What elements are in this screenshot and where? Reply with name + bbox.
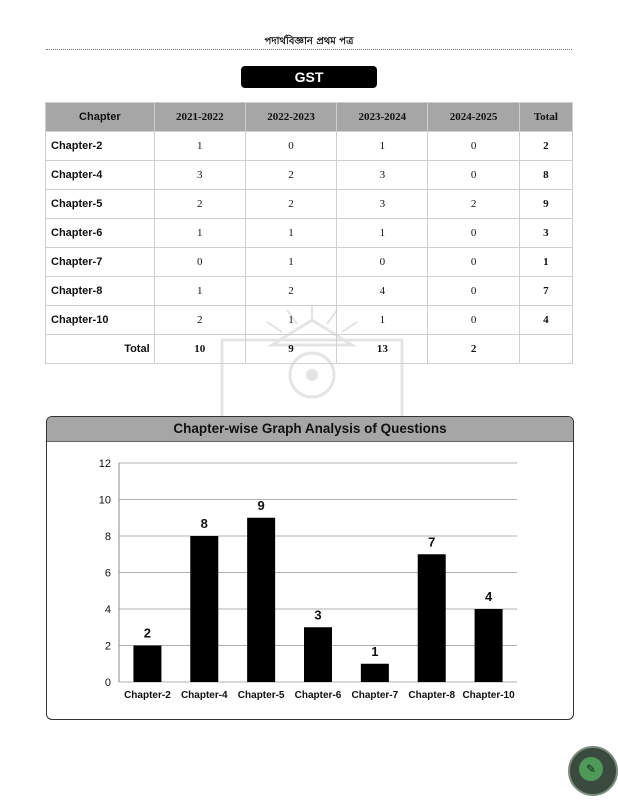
count-cell: 1 [337,306,428,335]
chapter-cell: Chapter-5 [46,190,155,219]
y-tick-label: 4 [104,604,111,616]
page-header-subject: পদার্থবিজ্ঞান প্রথম পত্র [264,36,354,47]
book-icon: ✎ [579,757,603,781]
column-header: 2023-2024 [337,103,428,132]
count-cell: 3 [337,190,428,219]
count-cell: 3 [154,161,245,190]
data-label: 1 [371,643,379,659]
chapter-cell: Chapter-4 [46,161,155,190]
count-cell: 0 [154,248,245,277]
chapter-cell: Chapter-7 [46,248,155,277]
count-cell: 0 [245,132,336,161]
count-cell: 2 [245,277,336,306]
table-row [46,190,573,219]
y-tick-label: 8 [104,531,111,543]
count-cell: 0 [428,248,519,277]
bar-chart [47,441,573,719]
table-row [46,277,573,306]
count-cell: 4 [519,306,572,335]
x-tick-label: Chapter-5 [237,690,285,701]
count-cell: 2 [245,161,336,190]
y-tick-label: 12 [98,458,111,470]
count-cell: 2 [245,190,336,219]
column-header: Total [519,103,572,132]
total-cell: 10 [154,335,245,364]
count-cell: 1 [337,132,428,161]
count-cell: 1 [337,219,428,248]
count-cell: 1 [245,248,336,277]
total-row [46,335,573,364]
count-cell: 2 [154,306,245,335]
count-cell: 0 [428,277,519,306]
count-cell: 0 [428,161,519,190]
count-cell: 0 [428,219,519,248]
count-cell: 1 [519,248,572,277]
total-cell: 13 [337,335,428,364]
count-cell: 0 [428,306,519,335]
table-row [46,161,573,190]
count-cell: 2 [428,190,519,219]
total-cell: 9 [245,335,336,364]
count-cell: 0 [337,248,428,277]
chapter-cell: Chapter-8 [46,277,155,306]
total-cell [519,335,572,364]
table-row [46,248,573,277]
chapter-cell: Chapter-10 [46,306,155,335]
x-tick-label: Chapter-2 [124,690,171,701]
count-cell: 2 [519,132,572,161]
column-header: 2024-2025 [428,103,519,132]
chart-panel [46,416,574,720]
chapter-cell: Chapter-6 [46,219,155,248]
count-cell: 1 [154,219,245,248]
chapter-cell: Chapter-2 [46,132,155,161]
count-cell: 1 [245,219,336,248]
data-label: 3 [314,607,322,623]
data-label: 2 [143,625,152,641]
count-cell: 1 [154,132,245,161]
x-tick-label: Chapter-7 [351,690,399,701]
count-cell: 3 [337,161,428,190]
section-badge: GST [241,66,377,88]
data-label: 4 [484,589,493,604]
count-cell: 3 [519,219,572,248]
year-wise-question-table [45,102,573,364]
count-cell: 1 [245,306,336,335]
column-header: Chapter [46,103,155,132]
table-header-row [46,103,573,132]
count-cell: 8 [519,161,572,190]
brand-logo [568,746,618,796]
chart-title: Chapter-wise Graph Analysis of Questions [47,417,573,442]
data-label: 7 [428,534,436,550]
y-tick-label: 0 [104,677,111,689]
table-body [46,132,573,364]
total-label: Total [46,335,155,364]
bar [304,627,332,682]
data-label: 8 [200,516,208,531]
x-tick-label: Chapter-10 [462,690,515,701]
table-row [46,219,573,248]
count-cell: 0 [428,132,519,161]
count-cell: 4 [337,277,428,306]
column-header: 2022-2023 [245,103,336,132]
count-cell: 2 [154,190,245,219]
x-tick-label: Chapter-6 [294,690,342,701]
count-cell: 1 [154,277,245,306]
bar [247,518,275,682]
table-row [46,132,573,161]
bar [133,646,161,683]
bar [418,554,446,682]
total-cell: 2 [428,335,519,364]
data-label: 9 [257,497,265,513]
bar [475,609,503,682]
y-tick-label: 10 [98,494,111,507]
table-row [46,306,573,335]
bar [190,536,218,682]
count-cell: 9 [519,190,572,219]
column-header: 2021-2022 [154,103,245,132]
bar [361,664,389,682]
y-tick-label: 2 [104,640,111,653]
count-cell: 7 [519,277,572,306]
y-tick-label: 6 [104,567,111,580]
header-divider [46,49,572,50]
x-tick-label: Chapter-8 [408,690,456,701]
x-tick-label: Chapter-4 [180,690,228,701]
